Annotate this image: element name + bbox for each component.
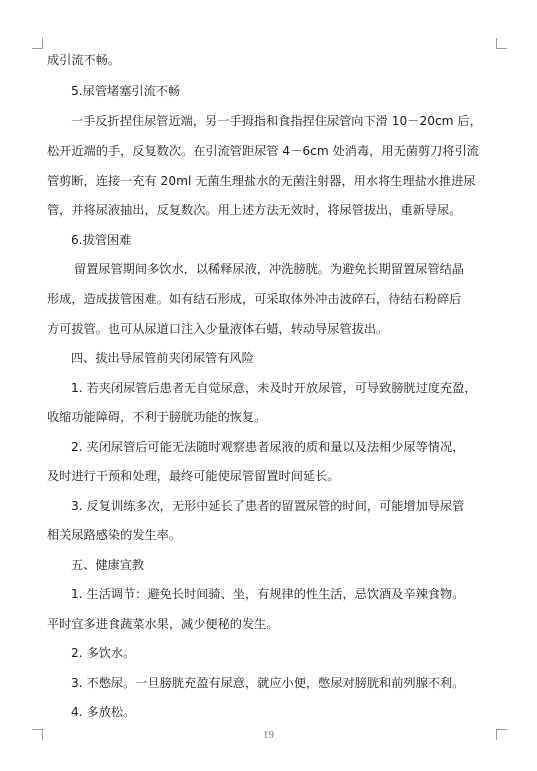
text-line: 管剪断，连接一充有 20ml 无菌生理盐水的无菌注射器，用水将生理盐水推进尿 (47, 174, 476, 188)
text-line: 留置尿管期间多饮水，以稀释尿液，冲洗膀胱。为避免长期留置尿管结晶 (74, 262, 464, 276)
crop-mark-top-left (32, 38, 43, 49)
text-line: 及时进行干预和处理，最终可能使尿管留置时间延长。 (47, 469, 340, 483)
text-line: 形成，造成拔管困难。如有结石形成，可采取体外冲击波碎石，待结石粉碎后 (47, 292, 462, 306)
section-heading: 五、健康宣教 (71, 558, 145, 572)
page-number: 19 (263, 729, 274, 741)
text-line: 成引流不畅。 (47, 53, 121, 67)
text-line: 收缩功能障碍，不利于膀胱功能的恢复。 (47, 410, 267, 424)
text-line: 2. 多饮水。 (71, 646, 136, 660)
text-line: 方可拔管。也可从尿道口注入少量液体石蜡，转动导尿管拔出。 (47, 322, 389, 336)
text-line: 1. 若夹闭尿管后患者无自觉尿意，未及时开放尿管，可导致膀胱过度充盈， (71, 381, 477, 395)
section-heading: 四、拔出导尿管前夹闭尿管有风险 (71, 351, 254, 365)
section-heading: 6.拔管困难 (71, 233, 132, 247)
text-line: 管，并将尿液抽出，反复数次。用上述方法无效时，将尿管拔出，重新导尿。 (47, 203, 462, 217)
text-line: 3. 反复训练多次，无形中延长了患者的留置尿管的时间，可能增加导尿管 (71, 499, 465, 513)
text-line: 2. 夹闭尿管后可能无法随时观察患者尿液的质和量以及法相少尿等情况， (71, 440, 465, 454)
text-line: 相关尿路感染的发生率。 (47, 528, 182, 542)
text-line: 3. 不憋尿。一旦膀胱充盈有尿意，就应小便，憋尿对膀胱和前列腺不利。 (71, 676, 465, 690)
text-line: 平时宜多进食蔬菜水果，减少便秘的发生。 (47, 617, 279, 631)
text-line: 4. 多放松。 (71, 705, 136, 719)
text-line: 1. 生活调节：避免长时间骑、坐，有规律的性生活，忌饮酒及辛辣食物。 (71, 587, 465, 601)
section-heading: 5.尿管堵塞引流不畅 (71, 84, 181, 98)
text-line: 松开近端的手，反复数次。在引流管距尿管 4－6cm 处消毒，用无菌剪刀将引流 (47, 144, 479, 158)
text-line: 一手反折捏住尿管近端，另一手拇指和食指捏住尿管向下滑 10－20cm 后， (71, 114, 482, 128)
crop-mark-top-right (496, 38, 507, 49)
